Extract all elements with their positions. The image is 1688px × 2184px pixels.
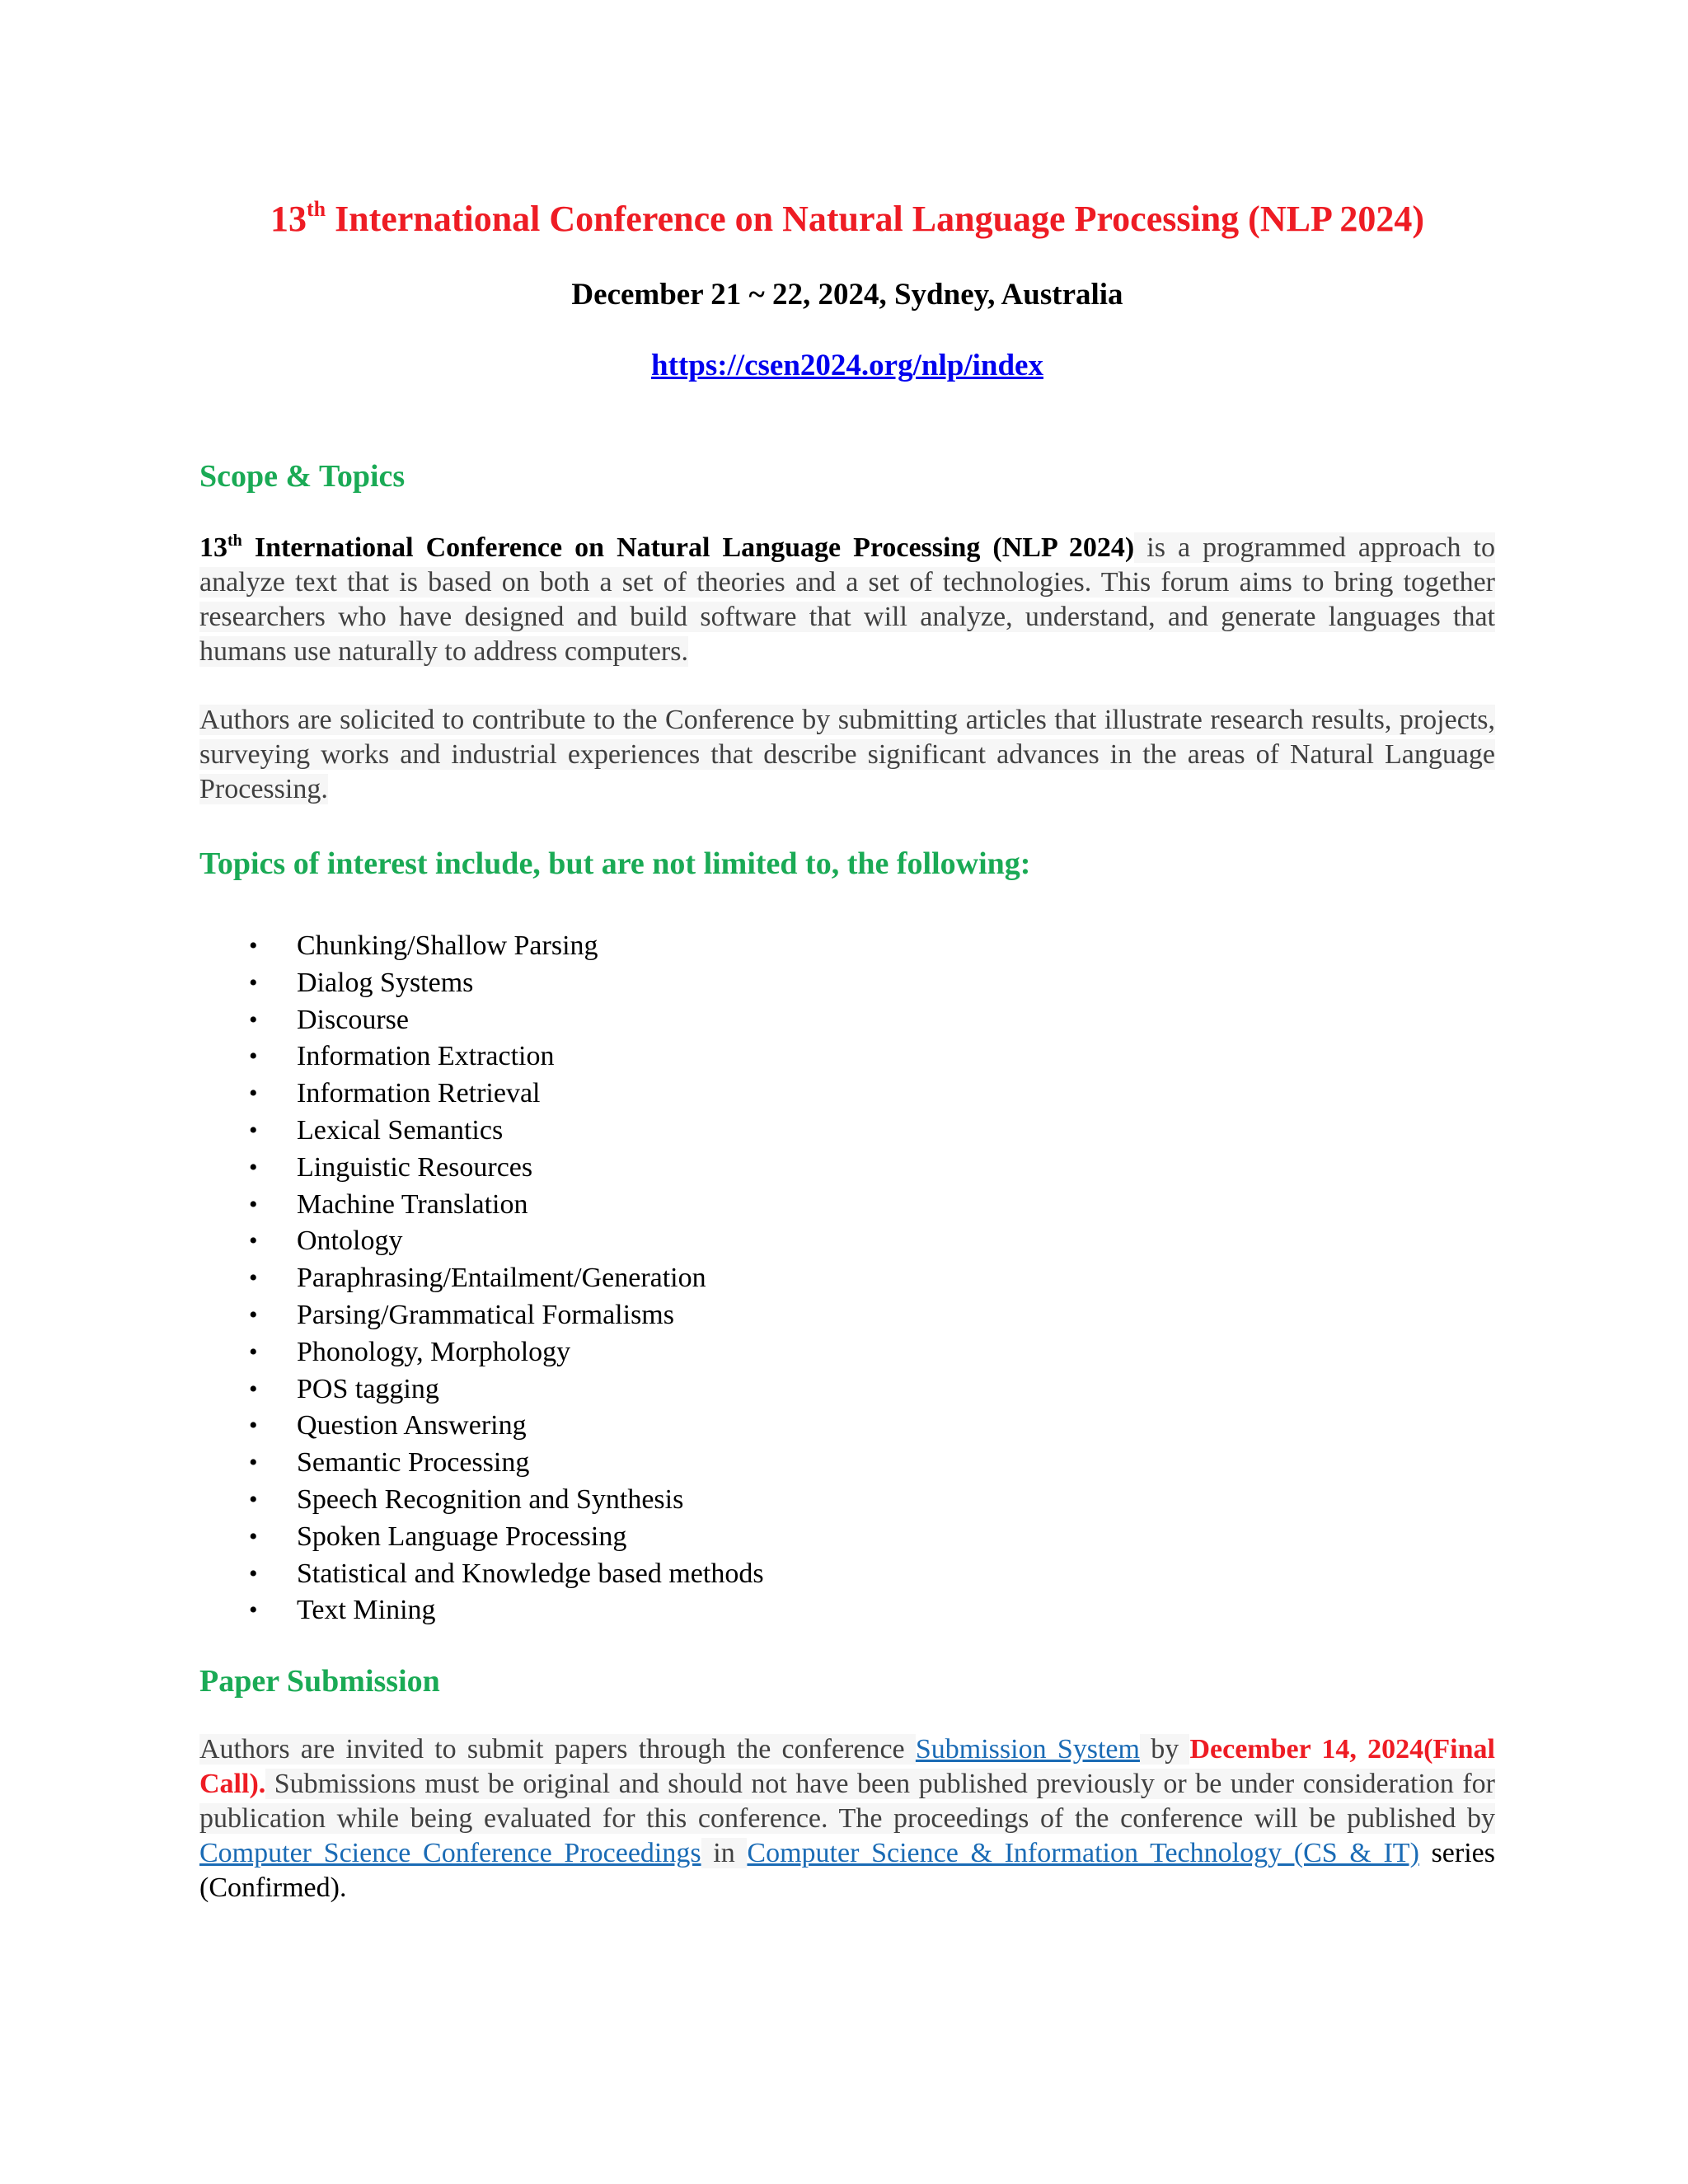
scope-paragraph-1-text: is a programmed approach to analyze text that is based on both a set of theories and a set of technologies. This forum aims to bring together researchers who have designed and build software that will analyze, understand, and generate languages that humans use naturally to address computers. — [199, 532, 1496, 667]
topic-list-item — [199, 1113, 764, 1150]
scope-paragraph-2 — [199, 703, 1495, 807]
topics-list — [199, 928, 764, 1629]
topic-list-item — [199, 928, 764, 965]
topic-list-item — [199, 1150, 764, 1187]
topic-list-item — [199, 1297, 764, 1334]
topic-label: Ontology — [297, 1226, 403, 1257]
bullet-icon: • — [249, 932, 258, 959]
topic-label: Information Retrieval — [297, 1078, 541, 1109]
scope-title-number: 13 — [199, 532, 227, 563]
topic-label: Dialog Systems — [297, 967, 474, 998]
scope-paragraph-2-text: Authors are solicited to contribute to the Conference by submitting articles that illustrate research results, projects, surveying works and industrial experiences that describe significant advances in the areas of Natural Language Processing. — [199, 705, 1495, 804]
submission-text-5: series (Confirmed). — [199, 1838, 1495, 1903]
conference-date-location: December 21 ~ 22, 2024, Sydney, Australia — [571, 278, 1123, 312]
topic-list-item — [199, 1334, 764, 1371]
topic-label: Text Mining — [297, 1595, 436, 1626]
topic-label: Machine Translation — [297, 1188, 528, 1220]
bullet-icon: • — [249, 1412, 258, 1440]
bullet-icon: • — [249, 1116, 258, 1144]
submission-paragraph — [199, 1732, 1495, 1905]
topic-label: POS tagging — [297, 1373, 439, 1404]
topic-list-item — [199, 1187, 764, 1224]
topic-label: Semantic Processing — [297, 1447, 530, 1479]
submission-text-3: Submissions must be original and should not have been published previously or be under consideration for publication while being evaluated for this conference. The proceedings of the conference will be published by — [199, 1769, 1495, 1834]
scope-title-text: International Conference on Natural Language Processing (NLP 2024) — [241, 532, 1135, 563]
bullet-icon: • — [249, 1449, 258, 1477]
proceedings-link[interactable]: Computer Science Conference Proceedings — [199, 1838, 701, 1868]
conference-url — [199, 346, 1495, 386]
submission-heading: Paper Submission — [199, 1664, 440, 1699]
bullet-icon: • — [249, 1338, 258, 1366]
topic-list-item — [199, 1038, 764, 1076]
title-number: 13 — [270, 199, 307, 239]
bullet-icon: • — [249, 1596, 258, 1624]
topic-label: Speech Recognition and Synthesis — [297, 1483, 684, 1515]
topic-label: Spoken Language Processing — [297, 1521, 627, 1552]
title-text: International Conference on Natural Language Processing (NLP 2024) — [326, 199, 1425, 239]
bullet-icon: • — [249, 968, 258, 996]
topic-list-item — [199, 1592, 764, 1629]
topic-label: Statistical and Knowledge based methods — [297, 1558, 764, 1589]
topic-list-item — [199, 1260, 764, 1297]
topic-list-item — [199, 1371, 764, 1408]
topic-list-item — [199, 1223, 764, 1260]
bullet-icon: • — [249, 1080, 258, 1108]
topics-heading: Topics of interest include, but are not limited to, the following: — [199, 846, 1031, 881]
scope-heading: Scope & Topics — [199, 459, 406, 494]
cs-it-series-link[interactable]: Computer Science & Information Technology (CS & IT) — [747, 1838, 1419, 1868]
bullet-icon: • — [249, 1375, 258, 1403]
topic-label: Lexical Semantics — [297, 1114, 504, 1146]
bullet-icon: • — [249, 1301, 258, 1329]
submission-text-2: by — [1139, 1734, 1190, 1765]
submission-text-4: in — [701, 1838, 748, 1868]
bullet-icon: • — [249, 1005, 258, 1033]
topic-list-item — [199, 1002, 764, 1039]
bullet-icon: • — [249, 1227, 258, 1255]
topic-label: Linguistic Resources — [297, 1151, 533, 1183]
submission-deadline: December 14, 2024(Final Call). — [199, 1734, 1495, 1799]
topic-label: Question Answering — [297, 1410, 527, 1441]
conference-website-link[interactable]: https://csen2024.org/nlp/index — [651, 349, 1043, 382]
topic-list-item — [199, 1445, 764, 1482]
conference-title — [199, 196, 1495, 242]
topic-label: Parsing/Grammatical Formalisms — [297, 1299, 674, 1330]
submission-text-1: Authors are invited to submit papers through the conference — [199, 1734, 916, 1765]
scope-paragraph-1 — [199, 531, 1495, 669]
topic-list-item — [199, 1519, 764, 1556]
submission-system-link[interactable]: Submission System — [915, 1734, 1140, 1765]
bullet-icon: • — [249, 1559, 258, 1587]
scope-conference-name — [199, 532, 1134, 563]
topic-list-item — [199, 965, 764, 1002]
topic-label: Phonology, Morphology — [297, 1336, 571, 1367]
topic-label: Chunking/Shallow Parsing — [297, 930, 598, 961]
topic-label: Information Extraction — [297, 1041, 555, 1072]
bullet-icon: • — [249, 1190, 258, 1218]
topic-list-item — [199, 1076, 764, 1113]
bullet-icon: • — [249, 1264, 258, 1292]
scope-title-ordinal-suffix: th — [227, 532, 242, 550]
topic-label: Discourse — [297, 1004, 409, 1035]
bullet-icon: • — [249, 1043, 258, 1071]
topic-list-item — [199, 1482, 764, 1519]
topic-label: Paraphrasing/Entailment/Generation — [297, 1263, 706, 1294]
topic-list-item — [199, 1556, 764, 1593]
bullet-icon: • — [249, 1522, 258, 1550]
topic-list-item — [199, 1408, 764, 1445]
bullet-icon: • — [249, 1485, 258, 1513]
title-ordinal-suffix: th — [306, 197, 326, 221]
bullet-icon: • — [249, 1153, 258, 1181]
